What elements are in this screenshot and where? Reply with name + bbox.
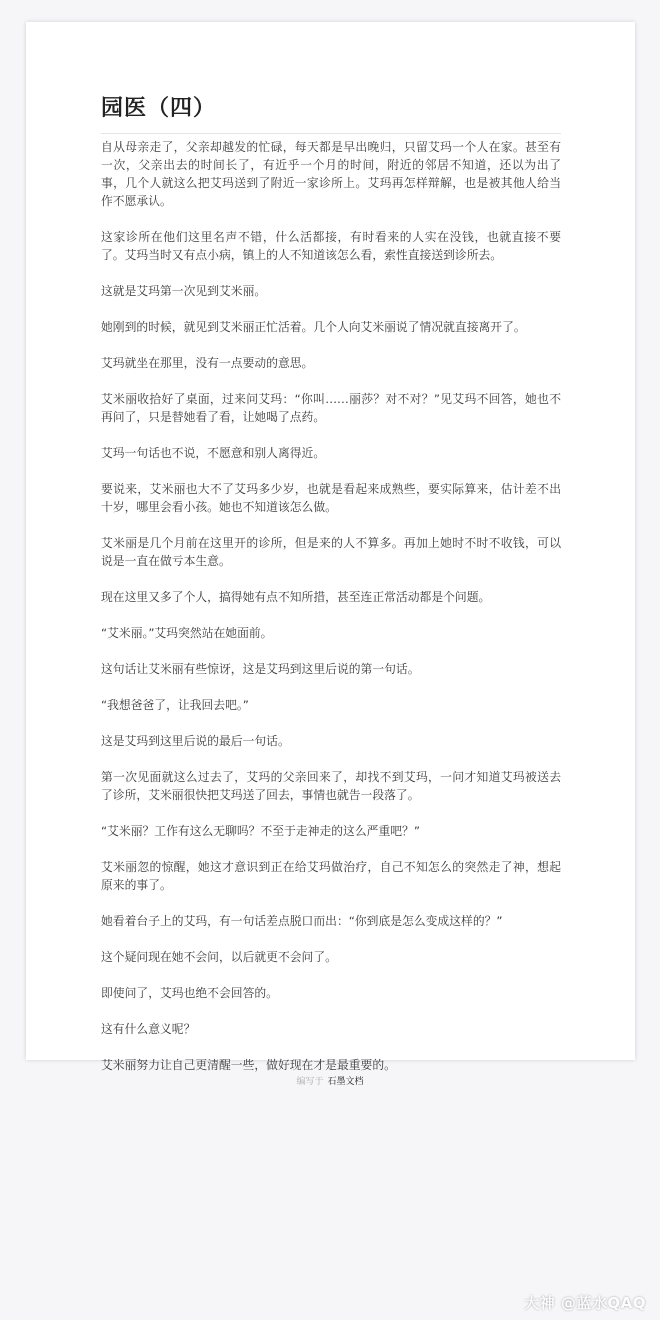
paragraph: 她看着台子上的艾玛，有一句话差点脱口而出：“你到底是怎么变成这样的？” xyxy=(101,914,503,928)
document-title: 园医（四） xyxy=(101,96,217,121)
paragraph: 这是艾玛到这里后说的最后一句话。 xyxy=(101,734,290,748)
paragraph: 这句话让艾米丽有些惊讶，这是艾玛到这里后说的第一句话。 xyxy=(101,662,420,676)
paragraph: 她刚到的时候，就见到艾米丽正忙活着。几个人向艾米丽说了情况就直接离开了。 xyxy=(101,320,526,334)
paragraph: 艾米丽忽的惊醒，她这才意识到正在给艾玛做治疗，自己不知怎么的突然走了神，想起原来的事了。 xyxy=(101,860,561,892)
paragraph: 这家诊所在他们这里名声不错，什么活都接，有时看来的人实在没钱，也就直接不要了。艾玛当时又有点小病，镇上的人不知道该怎么看，索性直接送到诊所去。 xyxy=(101,230,561,262)
paragraph: “艾米丽？工作有这么无聊吗？不至于走神走的这么严重吧？” xyxy=(101,824,420,838)
paragraph: “艾米丽。”艾玛突然站在她面前。 xyxy=(101,626,273,640)
paragraph: 自从母亲走了，父亲却越发的忙碌，每天都是早出晚归，只留艾玛一个人在家。甚至有一次，父亲出去的时间长了，有近乎一个月的时间，附近的邻居不知道，还以为出了事，几个人就这么把艾玛送到了附近一家诊所上。艾玛再怎样辩解，也是被其他人给当作不愿承认。 xyxy=(101,140,561,208)
paragraph: 第一次见面就这么过去了，艾玛的父亲回来了，却找不到艾玛，一问才知道艾玛被送去了诊所，艾米丽很快把艾玛送了回去，事情也就告一段落了。 xyxy=(101,770,561,802)
watermark: 大神 @蓝水QAQ xyxy=(524,1294,646,1312)
paragraph: 现在这里又多了个人，搞得她有点不知所措，甚至连正常活动都是个问题。 xyxy=(101,590,491,604)
paragraph: 要说来，艾米丽也大不了艾玛多少岁，也就是看起来成熟些，要实际算来，估计差不出十岁，哪里会看小孩。她也不知道该怎么做。 xyxy=(101,482,561,514)
paragraph: 艾米丽是几个月前在这里开的诊所，但是来的人不算多。再加上她时不时不收钱，可以说是一直在做亏本生意。 xyxy=(101,536,561,568)
footer xyxy=(0,1074,660,1087)
paragraph: 艾玛就坐在那里，没有一点要动的意思。 xyxy=(101,356,314,370)
paragraph: 这有什么意义呢？ xyxy=(101,1022,196,1036)
document-body xyxy=(101,138,561,1092)
footer-brand-link[interactable]: 石墨文档 xyxy=(327,1077,364,1087)
footer-prefix: 编写于 xyxy=(296,1077,324,1087)
paragraph: “我想爸爸了，让我回去吧。” xyxy=(101,698,249,712)
paragraph: 这个疑问现在她不会问，以后就更不会问了。 xyxy=(101,950,337,964)
paragraph: 艾米丽收拾好了桌面，过来问艾玛：“你叫……丽莎？对不对？”见艾玛不回答，她也不再问了，只是替她看了看，让她喝了点药。 xyxy=(101,392,561,424)
paragraph: 艾玛一句话也不说，不愿意和别人离得近。 xyxy=(101,446,326,460)
paragraph: 即使问了，艾玛也绝不会回答的。 xyxy=(101,986,278,1000)
paragraph: 这就是艾玛第一次见到艾米丽。 xyxy=(101,284,267,298)
title-divider xyxy=(101,133,561,134)
paragraph: 艾米丽努力让自己更清醒一些，做好现在才是最重要的。 xyxy=(101,1058,396,1072)
document-page xyxy=(26,22,635,1072)
